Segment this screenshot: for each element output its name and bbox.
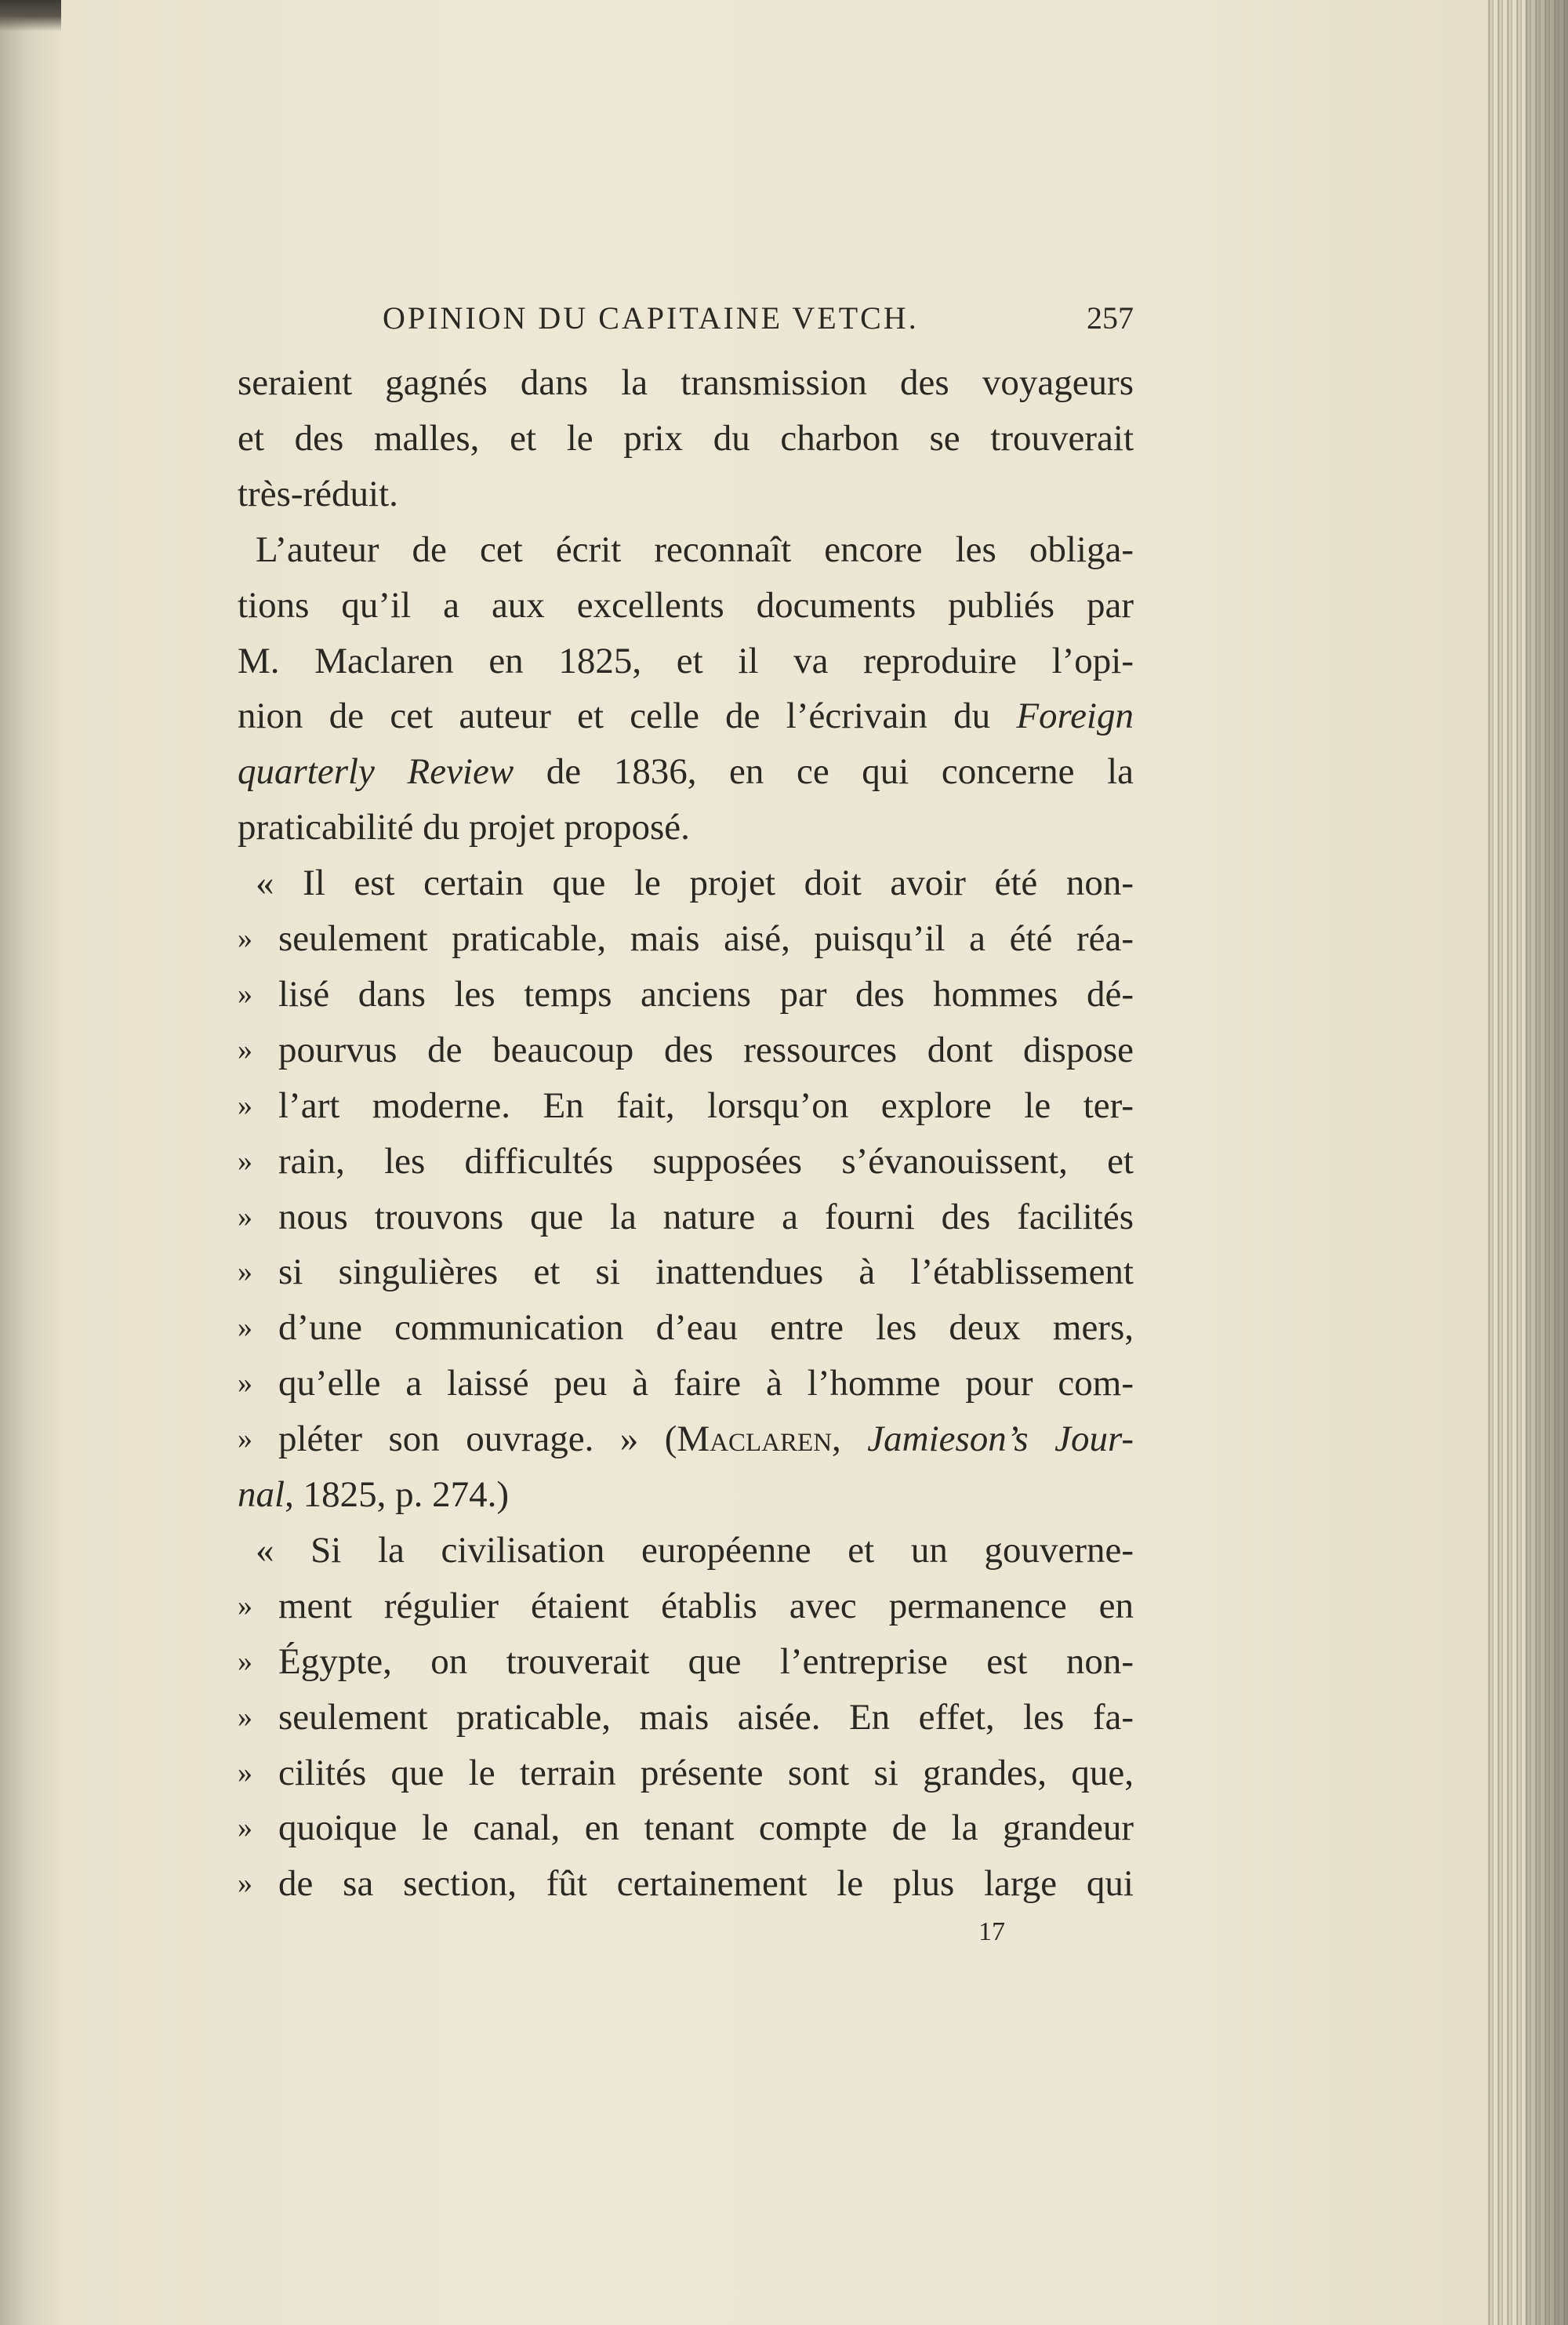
book-gutter xyxy=(0,0,61,2325)
text-line xyxy=(238,1690,1134,1745)
text-line xyxy=(238,744,1134,799)
line-text xyxy=(278,1300,1134,1355)
text-line xyxy=(238,800,1134,855)
text-line xyxy=(238,634,1134,688)
line-text xyxy=(278,1690,1134,1745)
text-line xyxy=(238,1856,1134,1911)
text-segment: pourvus de beaucoup des ressources dont dispose xyxy=(278,1029,1134,1070)
text-segment: nion de cet auteur et celle de l’écrivain du xyxy=(238,696,1017,737)
quote-mark: » xyxy=(238,977,252,1011)
line-text xyxy=(278,967,1134,1022)
text-line xyxy=(238,967,1134,1022)
line-text xyxy=(238,467,1134,521)
text-segment: « Si la civilisation européenne et un gouverne- xyxy=(256,1529,1134,1571)
page-edges-shadow xyxy=(1525,0,1568,2325)
quote-mark: » xyxy=(238,1589,252,1622)
quote-mark: » xyxy=(238,1867,252,1901)
text-segment: quoique le canal, en tenant compte de la grandeur xyxy=(278,1807,1134,1849)
line-text xyxy=(278,1411,1134,1466)
line-text xyxy=(238,800,1134,855)
text-segment: tions qu’il a aux excellents documents publiés par xyxy=(238,584,1134,626)
italic-text: nal xyxy=(238,1474,285,1515)
text-segment: , xyxy=(832,1419,868,1460)
signature-mark: 17 xyxy=(978,1917,1005,1946)
line-text xyxy=(238,355,1134,410)
line-text xyxy=(238,1467,1134,1522)
text-segment: d’une communication d’eau entre les deux mers, xyxy=(278,1307,1134,1349)
text-line xyxy=(238,1578,1134,1633)
text-segment: très-réduit. xyxy=(238,473,398,514)
line-text xyxy=(278,1856,1134,1911)
text-line xyxy=(238,1078,1134,1133)
text-line xyxy=(238,1411,1134,1466)
text-segment: seraient gagnés dans la transmission des voyageurs xyxy=(238,362,1134,403)
running-title: OPINION DU CAPITAINE VETCH. xyxy=(383,300,919,336)
line-text xyxy=(256,856,1134,910)
line-text xyxy=(278,1190,1134,1244)
text-segment: de 1836, en ce qui concerne la xyxy=(514,751,1134,793)
page-number: 257 xyxy=(1087,300,1134,336)
text-segment: praticabilité du projet proposé. xyxy=(238,807,690,848)
text-segment: lisé dans les temps anciens par des hommes dé- xyxy=(278,973,1134,1015)
line-text xyxy=(278,1634,1134,1689)
quote-mark: » xyxy=(238,1311,252,1345)
line-text xyxy=(278,911,1134,966)
text-segment: si singulières et si inattendues à l’établissement xyxy=(278,1252,1134,1293)
quote-mark: » xyxy=(238,922,252,955)
line-text xyxy=(278,1023,1134,1077)
text-line xyxy=(238,1300,1134,1355)
text-line xyxy=(238,1356,1134,1411)
text-line xyxy=(238,1800,1134,1855)
quote-mark: » xyxy=(238,1200,252,1233)
line-text xyxy=(278,1078,1134,1133)
text-line xyxy=(238,411,1134,466)
quote-mark: » xyxy=(238,1422,252,1456)
text-line xyxy=(238,1634,1134,1689)
text-line xyxy=(238,578,1134,633)
text-segment: M. Maclaren en 1825, et il va reproduire l’opi- xyxy=(238,640,1134,681)
line-text xyxy=(278,1746,1134,1800)
text-line xyxy=(238,1190,1134,1244)
quote-mark: » xyxy=(238,1088,252,1122)
text-segment: qu’elle a laissé peu à faire à l’homme pour com- xyxy=(278,1363,1134,1404)
italic-text: quarterly Review xyxy=(238,751,514,793)
text-segment: pléter son ouvrage. » ( xyxy=(278,1419,677,1460)
line-text xyxy=(238,634,1134,688)
text-line xyxy=(238,1023,1134,1077)
line-text xyxy=(278,1134,1134,1189)
text-line xyxy=(238,688,1134,743)
text-segment: ment régulier étaient établis avec permanence en xyxy=(278,1585,1134,1626)
text-line xyxy=(238,1467,1134,1522)
quote-mark: » xyxy=(238,1756,252,1789)
text-segment: de sa section, fût certainement le plus large qui xyxy=(278,1863,1134,1905)
text-line xyxy=(238,467,1134,521)
running-header xyxy=(383,300,1134,343)
italic-text: Foreign xyxy=(1016,696,1134,737)
quote-mark: » xyxy=(238,1644,252,1678)
text-segment: « Il est certain que le projet doit avoir été non- xyxy=(256,863,1134,904)
text-line xyxy=(238,1746,1134,1800)
line-text xyxy=(238,411,1134,466)
text-segment: rain, les difficultés supposées s’évanouissent, et xyxy=(278,1140,1134,1182)
text-segment: seulement praticable, mais aisée. En effet, les fa- xyxy=(278,1696,1134,1738)
text-line xyxy=(238,911,1134,966)
text-segment: et des malles, et le prix du charbon se trouverait xyxy=(238,417,1134,459)
text-line xyxy=(238,355,1134,410)
quote-mark: » xyxy=(238,1367,252,1400)
line-text xyxy=(238,578,1134,633)
text-line xyxy=(238,1134,1134,1189)
line-text xyxy=(256,522,1134,577)
text-line xyxy=(238,1244,1134,1299)
text-segment: nous trouvons que la nature a fourni des facilités xyxy=(278,1196,1134,1237)
line-text xyxy=(238,744,1134,799)
text-line xyxy=(238,856,1134,910)
line-text xyxy=(278,1356,1134,1411)
text-line xyxy=(238,1523,1134,1578)
line-text xyxy=(256,1523,1134,1578)
quote-mark: » xyxy=(238,1255,252,1289)
line-text xyxy=(278,1244,1134,1299)
text-segment: , 1825, p. 274.) xyxy=(285,1474,509,1515)
text-segment: seulement praticable, mais aisé, puisqu’il a été réa- xyxy=(278,918,1134,959)
text-segment: cilités que le terrain présente sont si grandes, que, xyxy=(278,1752,1134,1793)
small-caps-text: Maclaren xyxy=(677,1419,833,1460)
quote-mark: » xyxy=(238,1144,252,1178)
line-text xyxy=(278,1578,1134,1633)
line-text xyxy=(238,688,1134,743)
text-segment: Égypte, on trouverait que l’entreprise est non- xyxy=(278,1640,1134,1682)
text-line xyxy=(238,522,1134,577)
quote-mark: » xyxy=(238,1700,252,1734)
quote-mark: » xyxy=(238,1811,252,1845)
line-text xyxy=(278,1800,1134,1855)
quote-mark: » xyxy=(238,1033,252,1066)
italic-text: Jamieson’s Jour- xyxy=(867,1419,1134,1460)
text-segment: l’art moderne. En fait, lorsqu’on explore le ter- xyxy=(278,1084,1134,1126)
text-segment: L’auteur de cet écrit reconnaît encore les obliga- xyxy=(256,529,1134,570)
